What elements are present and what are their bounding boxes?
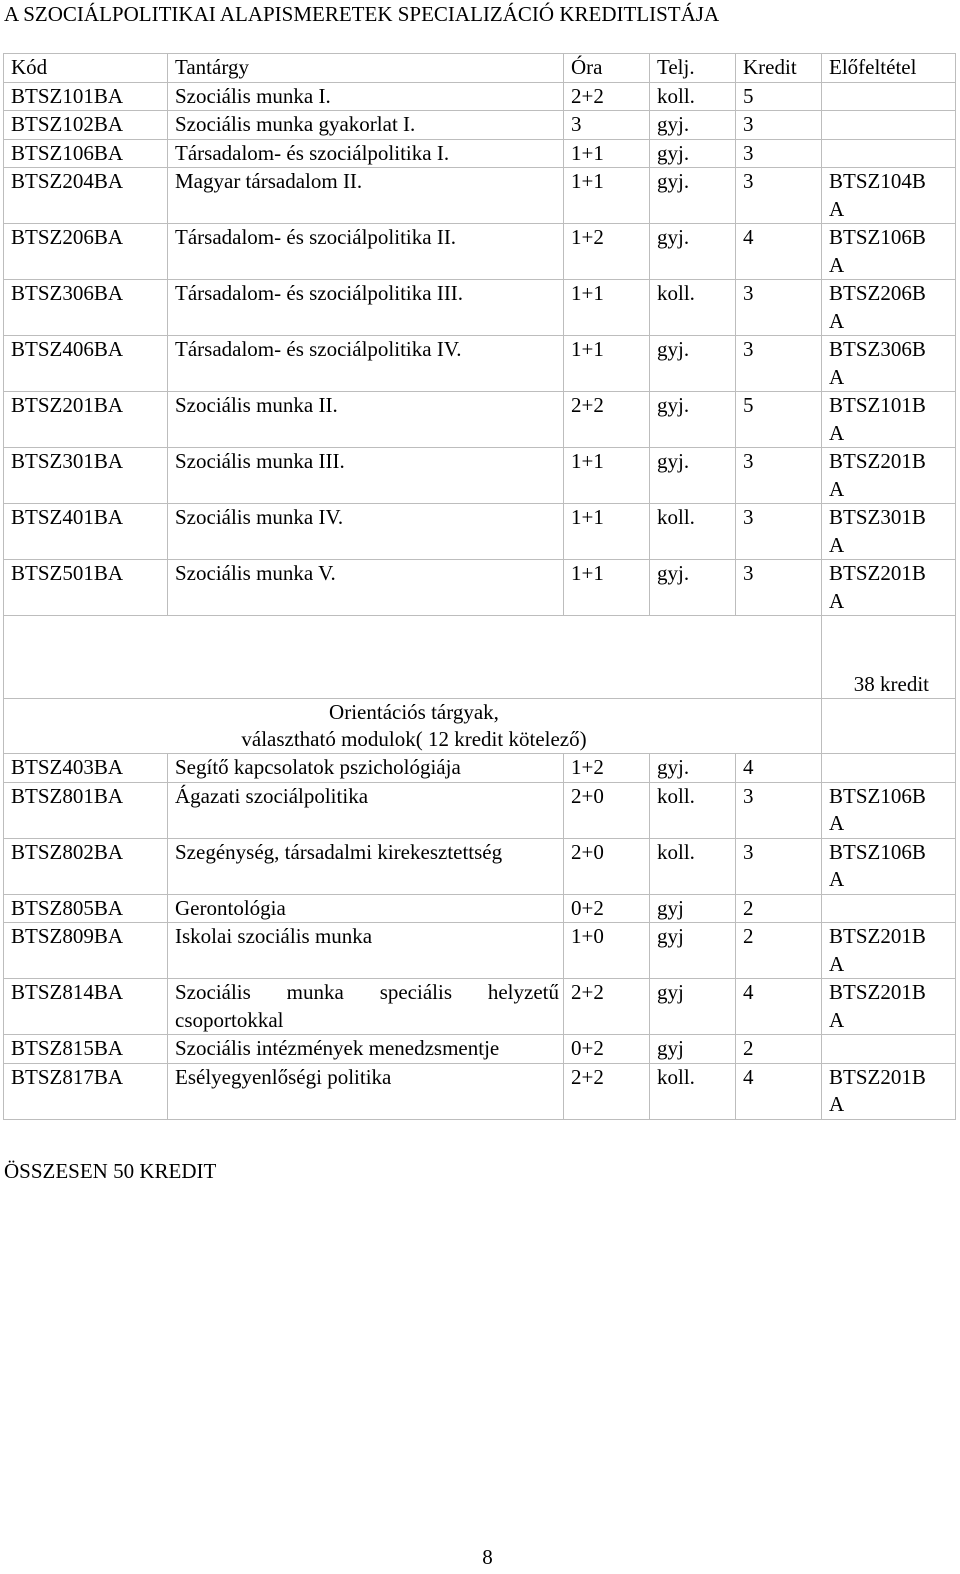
header-credit: Kredit	[736, 54, 822, 83]
table-row	[4, 168, 956, 224]
cell-prerequisite: BTSZ106BA	[822, 782, 956, 838]
table-row	[4, 923, 956, 979]
table-row	[4, 139, 956, 168]
cell-code: BTSZ301BA	[4, 448, 168, 504]
cell-credit: 5	[736, 392, 822, 448]
table-row	[4, 838, 956, 894]
orientation-heading	[4, 699, 822, 754]
cell-hours: 1+1	[564, 560, 650, 616]
orientation-heading-row	[4, 699, 956, 754]
cell-code: BTSZ201BA	[4, 392, 168, 448]
cell-credit: 5	[736, 82, 822, 111]
cell-prerequisite	[822, 82, 956, 111]
page-number: 8	[482, 1545, 493, 1569]
table-row	[4, 448, 956, 504]
cell-completion: gyj	[650, 923, 736, 979]
cell-subject: Társadalom- és szociálpolitika I.	[168, 139, 564, 168]
cell-subject: Társadalom- és szociálpolitika III.	[168, 280, 564, 336]
cell-prerequisite: BTSZ106BA	[822, 224, 956, 280]
table-row	[4, 754, 956, 783]
table-row	[4, 82, 956, 111]
cell-prerequisite: BTSZ306BA	[822, 336, 956, 392]
cell-code: BTSZ106BA	[4, 139, 168, 168]
cell-credit: 2	[736, 1035, 822, 1064]
summary-spacer	[4, 616, 822, 699]
cell-subject: Szociális munka speciális helyzetű csoportokkal	[168, 979, 564, 1035]
cell-hours: 1+0	[564, 923, 650, 979]
cell-completion: gyj.	[650, 224, 736, 280]
cell-subject: Szegénység, társadalmi kirekesztettség	[168, 838, 564, 894]
cell-credit: 3	[736, 560, 822, 616]
cell-credit: 3	[736, 139, 822, 168]
cell-code: BTSZ817BA	[4, 1063, 168, 1119]
table-row	[4, 782, 956, 838]
cell-credit: 2	[736, 894, 822, 923]
cell-code: BTSZ814BA	[4, 979, 168, 1035]
table-header-row	[4, 54, 956, 83]
cell-hours: 1+2	[564, 224, 650, 280]
cell-prerequisite: BTSZ104BA	[822, 168, 956, 224]
summary-row	[4, 616, 956, 699]
header-prerequisite: Előfeltétel	[822, 54, 956, 83]
cell-hours: 2+0	[564, 838, 650, 894]
cell-completion: gyj	[650, 1035, 736, 1064]
cell-subject: Gerontológia	[168, 894, 564, 923]
cell-credit: 3	[736, 838, 822, 894]
cell-credit: 4	[736, 979, 822, 1035]
header-code: Kód	[4, 54, 168, 83]
table-row	[4, 979, 956, 1035]
cell-prerequisite: BTSZ201BA	[822, 923, 956, 979]
cell-subject: Szociális munka III.	[168, 448, 564, 504]
cell-code: BTSZ815BA	[4, 1035, 168, 1064]
header-completion: Telj.	[650, 54, 736, 83]
cell-completion: gyj	[650, 979, 736, 1035]
table-row	[4, 224, 956, 280]
cell-subject: Szociális munka V.	[168, 560, 564, 616]
orientation-heading-empty	[822, 699, 956, 754]
cell-code: BTSZ306BA	[4, 280, 168, 336]
cell-completion: gyj.	[650, 448, 736, 504]
cell-subject: Szociális munka gyakorlat I.	[168, 111, 564, 140]
cell-code: BTSZ501BA	[4, 560, 168, 616]
cell-credit: 2	[736, 923, 822, 979]
cell-credit: 3	[736, 336, 822, 392]
cell-hours: 1+1	[564, 504, 650, 560]
table-row	[4, 336, 956, 392]
cell-code: BTSZ406BA	[4, 336, 168, 392]
cell-code: BTSZ802BA	[4, 838, 168, 894]
cell-prerequisite	[822, 111, 956, 140]
cell-subject: Társadalom- és szociálpolitika IV.	[168, 336, 564, 392]
cell-prerequisite	[822, 1035, 956, 1064]
header-hours: Óra	[564, 54, 650, 83]
cell-completion: koll.	[650, 1063, 736, 1119]
cell-code: BTSZ403BA	[4, 754, 168, 783]
cell-completion: gyj.	[650, 139, 736, 168]
cell-prerequisite: BTSZ101BA	[822, 392, 956, 448]
cell-completion: koll.	[650, 782, 736, 838]
cell-subject: Ágazati szociálpolitika	[168, 782, 564, 838]
cell-completion: koll.	[650, 504, 736, 560]
cell-code: BTSZ401BA	[4, 504, 168, 560]
cell-hours: 2+2	[564, 1063, 650, 1119]
cell-credit: 4	[736, 754, 822, 783]
cell-completion: gyj.	[650, 111, 736, 140]
cell-credit: 3	[736, 504, 822, 560]
page-title: A SZOCIÁLPOLITIKAI ALAPISMERETEK SPECIALIZÁCIÓ KREDITLISTÁJA	[4, 2, 720, 26]
cell-completion: gyj.	[650, 754, 736, 783]
cell-completion: gyj	[650, 894, 736, 923]
cell-prerequisite: BTSZ206BA	[822, 280, 956, 336]
cell-hours: 2+2	[564, 392, 650, 448]
cell-hours: 1+2	[564, 754, 650, 783]
orientation-heading-line2: választható modulok( 12 kredit kötelező)	[241, 727, 587, 751]
cell-code: BTSZ206BA	[4, 224, 168, 280]
cell-hours: 1+1	[564, 139, 650, 168]
cell-credit: 3	[736, 280, 822, 336]
table-row	[4, 894, 956, 923]
cell-completion: koll.	[650, 82, 736, 111]
cell-subject: Szociális munka I.	[168, 82, 564, 111]
orientation-heading-line1: Orientációs tárgyak,	[329, 700, 499, 724]
cell-credit: 4	[736, 224, 822, 280]
table-row	[4, 1063, 956, 1119]
cell-completion: koll.	[650, 838, 736, 894]
cell-prerequisite: BTSZ201BA	[822, 448, 956, 504]
cell-prerequisite: BTSZ106BA	[822, 838, 956, 894]
cell-completion: gyj.	[650, 560, 736, 616]
cell-completion: gyj.	[650, 392, 736, 448]
cell-code: BTSZ809BA	[4, 923, 168, 979]
cell-code: BTSZ204BA	[4, 168, 168, 224]
table-row	[4, 560, 956, 616]
cell-hours: 0+2	[564, 894, 650, 923]
cell-subject: Szociális munka IV.	[168, 504, 564, 560]
cell-subject: Társadalom- és szociálpolitika II.	[168, 224, 564, 280]
cell-hours: 2+2	[564, 979, 650, 1035]
cell-subject: Iskolai szociális munka	[168, 923, 564, 979]
summary-credit: 38 kredit	[853, 671, 929, 696]
table-row	[4, 504, 956, 560]
table-row	[4, 1035, 956, 1064]
cell-prerequisite	[822, 139, 956, 168]
table-row	[4, 111, 956, 140]
cell-credit: 3	[736, 782, 822, 838]
cell-completion: gyj.	[650, 336, 736, 392]
cell-completion: koll.	[650, 280, 736, 336]
cell-hours: 3	[564, 111, 650, 140]
cell-completion: gyj.	[650, 168, 736, 224]
cell-hours: 0+2	[564, 1035, 650, 1064]
summary-credit-cell	[822, 616, 956, 699]
cell-credit: 3	[736, 111, 822, 140]
cell-prerequisite: BTSZ201BA	[822, 979, 956, 1035]
cell-subject: Segítő kapcsolatok pszichológiája	[168, 754, 564, 783]
cell-subject: Magyar társadalom II.	[168, 168, 564, 224]
cell-credit: 3	[736, 168, 822, 224]
table-row	[4, 280, 956, 336]
total-credits: ÖSSZESEN 50 KREDIT	[4, 1159, 217, 1183]
cell-subject: Szociális munka II.	[168, 392, 564, 448]
cell-prerequisite	[822, 754, 956, 783]
cell-prerequisite: BTSZ201BA	[822, 1063, 956, 1119]
credit-table	[3, 53, 956, 1120]
cell-subject: Esélyegyenlőségi politika	[168, 1063, 564, 1119]
cell-prerequisite: BTSZ301BA	[822, 504, 956, 560]
cell-hours: 1+1	[564, 280, 650, 336]
cell-credit: 3	[736, 448, 822, 504]
cell-hours: 1+1	[564, 168, 650, 224]
cell-code: BTSZ805BA	[4, 894, 168, 923]
header-subject: Tantárgy	[168, 54, 564, 83]
cell-prerequisite	[822, 894, 956, 923]
cell-code: BTSZ101BA	[4, 82, 168, 111]
cell-code: BTSZ801BA	[4, 782, 168, 838]
cell-hours: 2+0	[564, 782, 650, 838]
cell-subject: Szociális intézmények menedzsmentje	[168, 1035, 564, 1064]
table-row	[4, 392, 956, 448]
cell-hours: 1+1	[564, 336, 650, 392]
cell-prerequisite: BTSZ201BA	[822, 560, 956, 616]
cell-credit: 4	[736, 1063, 822, 1119]
cell-hours: 1+1	[564, 448, 650, 504]
cell-code: BTSZ102BA	[4, 111, 168, 140]
cell-hours: 2+2	[564, 82, 650, 111]
